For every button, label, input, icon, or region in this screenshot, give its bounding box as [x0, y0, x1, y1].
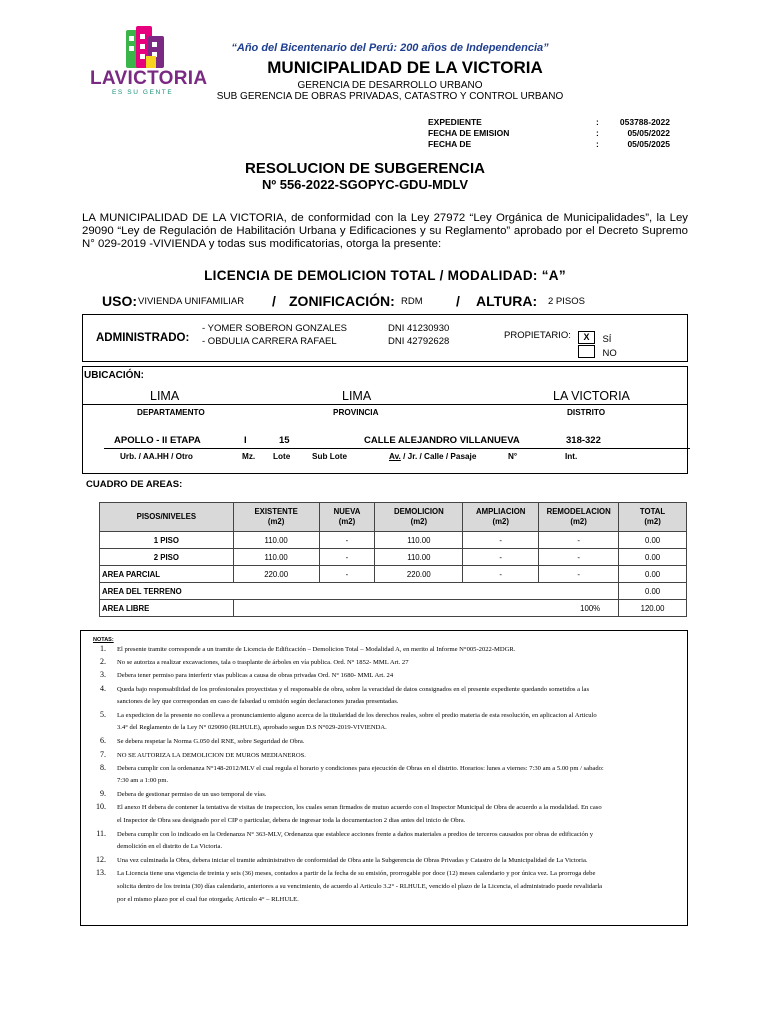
- note-line: [91, 801, 683, 815]
- table-cell: -: [319, 532, 375, 549]
- note-text: El anexo H debera de contener la tentativa de visitas de inspeccion, los cuales seran firmados de mutuo acuerdo con el Inspector Municipal de Obra de acuerdo a la modalidad. En caso: [117, 804, 602, 812]
- provincia-label: PROVINCIA: [333, 408, 379, 417]
- table-cell: -: [319, 549, 375, 566]
- note-line: [91, 881, 683, 894]
- areas-header-cell: AMPLIACION (m2): [463, 503, 539, 532]
- distrito-value: LA VICTORIA: [553, 389, 630, 403]
- table-cell: -: [463, 532, 539, 549]
- note-line: [91, 669, 683, 683]
- table-row: [100, 532, 687, 549]
- notes-box: [80, 630, 688, 926]
- table-cell: -: [463, 566, 539, 583]
- areas-header-cell: TOTAL (m2): [619, 503, 687, 532]
- administrado-name-2: - OBDULIA CARRERA RAFAEL: [202, 336, 337, 347]
- interior-value: 318-322: [566, 435, 601, 446]
- table-cell: 0.00: [619, 583, 687, 600]
- numero-label: N°: [508, 452, 518, 461]
- note-text: Debera de gestionar permiso de un uso temporal de vías.: [117, 791, 267, 799]
- subgerencia-subtitle: SUB GERENCIA DE OBRAS PRIVADAS, CATASTRO Y CONTROL URBANO: [216, 91, 564, 102]
- zonificacion-label: ZONIFICACIÓN:: [289, 293, 395, 309]
- table-cell: AREA PARCIAL: [100, 566, 234, 583]
- areas-header-cell: NUEVA (m2): [319, 503, 375, 532]
- table-row: [100, 566, 687, 583]
- propietario-si-label: SÍ: [602, 334, 612, 345]
- ubicacion-label: UBICACIÓN:: [84, 370, 144, 381]
- propietario-label: PROPIETARIO:: [504, 330, 571, 341]
- meta-fecha-emision: FECHA DE EMISION : 05/05/2022: [428, 128, 670, 138]
- note-text: Debera tener permiso para interferir vias publicas a causa de obras privadas Ord. N° 1680- MML Art. 24: [117, 672, 394, 680]
- uso-slash-1: /: [272, 293, 276, 309]
- administrado-dni-2: DNI 42792628: [388, 336, 450, 347]
- table-cell: 220.00: [375, 566, 463, 583]
- lote-value: 15: [279, 435, 290, 446]
- mz-value: I: [244, 435, 247, 446]
- notes-heading: NOTAS:: [93, 637, 114, 643]
- note-text: demolición en el distrito de La Victoria.: [117, 843, 223, 850]
- areas-header-cell: EXISTENTE (m2): [233, 503, 319, 532]
- calle-value: CALLE ALEJANDRO VILLANUEVA: [364, 435, 520, 446]
- note-text: por el mismo plazo por el cual fue otorgada; Articulo 4° – RLHULE.: [117, 895, 299, 903]
- note-text: La expedicion de la presente no conlleva a pronunciamiento alguno acerca de la titularidad de los derechos reales, sobre el predio materia de esta resolución, en aplicacion al Articulo: [117, 712, 597, 719]
- note-line: [91, 815, 683, 828]
- note-text: el Inspector de Obra sea designado por el CIP o particular, debera de ingresar toda la documentacion 2 dias antes del inicio de Obra.: [117, 816, 466, 824]
- note-text: 3.4° del Reglamento de la Ley N° 029090 (RLHULE), aprobado segun D.S N°029-2019-VIVIENDA.: [117, 724, 387, 732]
- note-line: [91, 735, 683, 749]
- table-cell: 220.00: [233, 566, 319, 583]
- note-number: 1.: [100, 644, 106, 653]
- note-number: 10.: [96, 802, 106, 812]
- propietario-no-checkbox[interactable]: [578, 345, 595, 358]
- lote-label: Lote: [273, 452, 291, 461]
- sublote-label: Sub Lote: [312, 452, 348, 461]
- meta-fecha-vencimiento: FECHA DE : 05/05/2025: [428, 139, 670, 149]
- table-row: [100, 600, 687, 617]
- table-cell: 110.00: [375, 532, 463, 549]
- propietario-no-label: NO: [602, 348, 617, 359]
- areas-header-cell: DEMOLICION (m2): [375, 503, 463, 532]
- urb-value: APOLLO - II ETAPA: [114, 435, 201, 446]
- note-line: [91, 841, 683, 854]
- areas-header-cell: REMODELACION (m2): [539, 503, 619, 532]
- note-line: [91, 709, 683, 723]
- note-line: [91, 749, 683, 763]
- note-text: NO SE AUTORIZA LA DEMOLICION DE MUROS MEDIANEROS.: [117, 751, 306, 759]
- table-row: [100, 549, 687, 566]
- license-title: LICENCIA DE DEMOLICION TOTAL / MODALIDAD: “A”: [204, 268, 566, 283]
- note-number: 2.: [100, 657, 106, 667]
- note-line: [91, 722, 683, 735]
- note-text: El presente tramite corresponde a un tramite de Licencia de Edificación – Demolicion Total – Modalidad A, en merito al Informe N°005-2022-MDGR.: [117, 646, 516, 653]
- interior-label: Int.: [565, 452, 578, 461]
- uso-value: VIVIENDA UNIFAMILIAR: [138, 296, 245, 307]
- note-text: solicita dentro de los treinta (30) días calendario, anteriores a su vencimiento, de acuerdo al Articulo 3.2° - RLHULE, vencido el plazo de la Licencia, el administrado puede revalidarla: [117, 882, 603, 890]
- note-number: 5.: [100, 710, 106, 719]
- note-number: 7.: [100, 749, 106, 759]
- table-cell: AREA DEL TERRENO: [100, 583, 619, 600]
- table-cell: 0.00: [619, 532, 687, 549]
- note-number: 8.: [100, 762, 106, 772]
- note-line: [91, 788, 683, 802]
- areas-header-row: [100, 503, 687, 532]
- note-text: sanciones de ley que correspondan en caso de falsedad u omisión según declaraciones juradas presentadas.: [117, 697, 399, 705]
- administrado-name-1: - YOMER SOBERON GONZALES: [202, 323, 347, 334]
- logo-brand-text: LAVICTORIA: [90, 68, 208, 89]
- table-cell: 0.00: [619, 566, 687, 583]
- urb-label: Urb. / AA.HH / Otro: [120, 452, 193, 461]
- intro-paragraph: LA MUNICIPALIDAD DE LA VICTORIA, de conformidad con la Ley 27972 “Ley Orgánica de Municipalidades”, la Ley 29090 “Ley de Regulación de Habilitación Urbana y Edificaciones y su Reglamento” aprobado por el Decreto Supremo N° 029-2019 -VIVIENDA y todas sus modificatorias, otorga la presente:: [82, 212, 688, 250]
- table-cell: 120.00: [619, 600, 687, 617]
- note-line: [91, 643, 683, 657]
- note-text: Queda bajo responsabilidad de los profesionales proyectistas y el responsable de obra, sobre la veracidad de datos consignados en el presente expediente quedando sometidos a las: [117, 685, 590, 693]
- departamento-label: DEPARTAMENTO: [137, 408, 205, 417]
- propietario-si-checkbox[interactable]: X: [578, 331, 595, 344]
- resolution-number: Nº 556-2022-SGOPYC-GDU-MDLV: [261, 177, 469, 192]
- table-cell: -: [463, 549, 539, 566]
- note-text: 7:30 am a 1:00 pm.: [117, 777, 169, 784]
- provincia-value: LIMA: [342, 389, 372, 403]
- ubicacion-divider-1: [82, 404, 688, 405]
- ubicacion-divider-2: [104, 448, 690, 449]
- areas-header-cell: PISOS/NIVELES: [100, 503, 234, 532]
- table-cell: 110.00: [375, 549, 463, 566]
- note-text: Debera cumplir con la ordenanza N°148-2012/MLV el cual regula el horario y condiciones para ejecución de Obras en el distrito. Horarios: lunes a viernes: 7:30 am a 5.00 pm / sabado:: [117, 764, 604, 772]
- table-cell: AREA LIBRE: [100, 600, 234, 617]
- table-cell: 110.00: [233, 549, 319, 566]
- motto: “Año del Bicentenario del Perú: 200 años de Independencia”: [231, 42, 549, 54]
- note-text: No se autoriza a realizar excavaciones, tala o trasplante de árboles en vía publica. Ord. N° 1852- MML Art. 27: [117, 659, 409, 667]
- note-line: [91, 775, 683, 788]
- administrado-label: ADMINISTRADO:: [96, 332, 190, 344]
- note-line: [91, 656, 683, 670]
- gerencia-subtitle: GERENCIA DE DESARROLLO URBANO: [297, 80, 483, 91]
- altura-value: 2 PISOS: [548, 296, 585, 307]
- table-cell: -: [539, 566, 619, 583]
- via-label: Av. / Jr. / Calle / Pasaje: [389, 452, 477, 461]
- areas-table: [99, 502, 687, 617]
- table-cell: 100%: [233, 600, 618, 617]
- table-cell: 110.00: [233, 532, 319, 549]
- note-number: 6.: [100, 736, 106, 746]
- table-cell: 1 PISO: [100, 532, 234, 549]
- zonificacion-value: RDM: [401, 296, 423, 307]
- note-line: [91, 828, 683, 842]
- table-cell: -: [319, 566, 375, 583]
- municipality-title: MUNICIPALIDAD DE LA VICTORIA: [267, 58, 543, 77]
- note-line: [91, 867, 683, 881]
- mz-label: Mz.: [242, 452, 256, 461]
- note-line: [91, 894, 683, 907]
- administrado-dni-1: DNI 41230930: [388, 323, 450, 334]
- note-text: La Licencia tiene una vigencia de treinta y seis (36) meses, contados a partir de la fecha de su emisión, prorrogable por doce (12) meses calendario y por única vez. La prorroga debe: [117, 870, 596, 878]
- note-number: 11.: [96, 828, 106, 838]
- table-row: [100, 583, 687, 600]
- table-cell: -: [539, 532, 619, 549]
- departamento-value: LIMA: [150, 389, 180, 403]
- distrito-label: DISTRITO: [567, 408, 606, 417]
- uso-label: USO:: [102, 293, 137, 309]
- note-text: Debera cumplir con lo indicado en la Ordenanza N° 363-MLV, Ordenanza que establece acciones frente a daños materiales a predios de terceros causados por obras de edificación y: [117, 830, 594, 838]
- note-number: 3.: [100, 670, 106, 680]
- note-number: 9.: [100, 789, 106, 799]
- resolution-title: RESOLUCION DE SUBGERENCIA: [244, 160, 486, 177]
- note-number: 4.: [100, 683, 106, 693]
- note-line: [91, 696, 683, 709]
- logo-tagline: ES SU GENTE: [112, 89, 174, 96]
- table-cell: 0.00: [619, 549, 687, 566]
- uso-slash-2: /: [456, 293, 460, 309]
- areas-title: CUADRO DE AREAS:: [86, 479, 183, 490]
- logo-wordmark: [90, 68, 207, 90]
- note-line: [91, 762, 683, 776]
- table-cell: -: [539, 549, 619, 566]
- table-cell: 2 PISO: [100, 549, 234, 566]
- note-line: [91, 854, 683, 868]
- meta-expediente: EXPEDIENTE : 053788-2022: [428, 117, 670, 127]
- propietario-no-row: [578, 343, 617, 361]
- note-text: Una vez culminada la Obra, debera iniciar el tramite administrativo de conformidad de Obra ante la Subgerencia de Obras Privadas y Catastro de la Municipalidad de La Victoria.: [117, 857, 588, 865]
- note-line: [91, 683, 683, 697]
- note-text: Se debera respetar la Norma G.050 del RNE, sobre Seguridad de Obra.: [117, 738, 305, 746]
- note-number: 13.: [96, 868, 106, 878]
- altura-label: ALTURA:: [476, 293, 538, 309]
- note-number: 12.: [96, 855, 106, 865]
